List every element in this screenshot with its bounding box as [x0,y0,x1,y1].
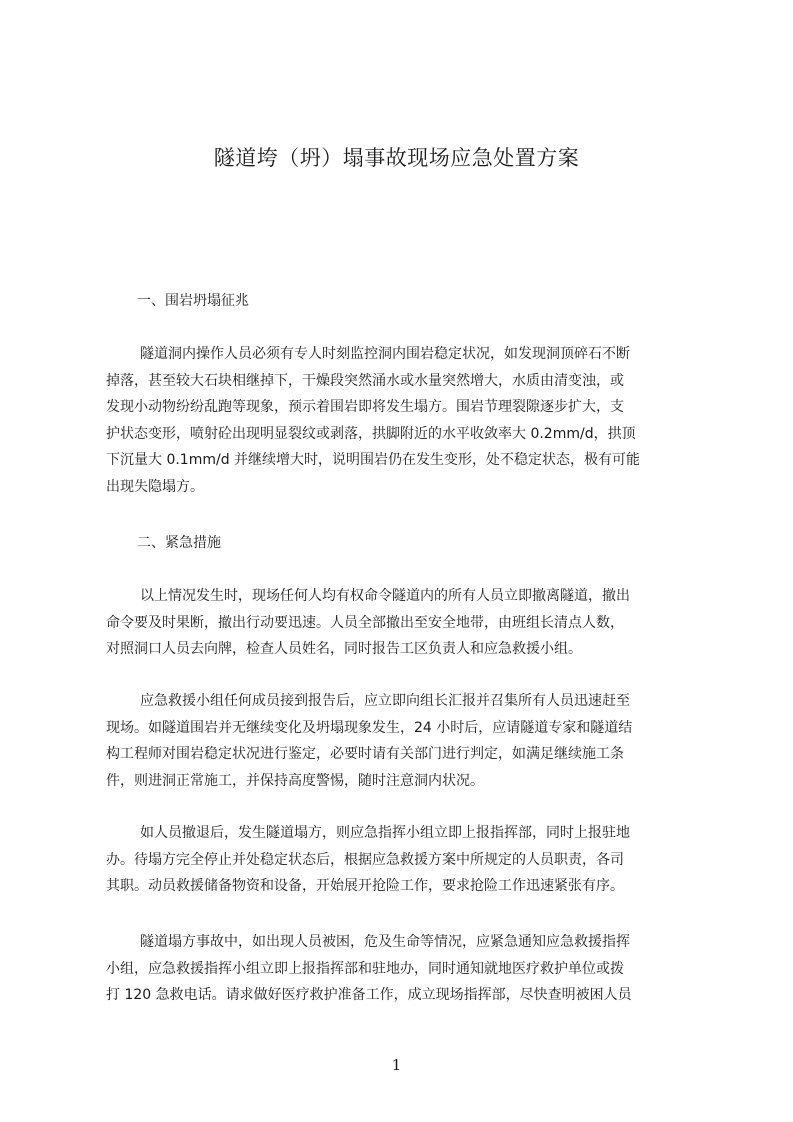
paragraph-line: 应急救援小组任何成员接到报告后，应立即向组长汇报并召集所有人员迅速赶至 [140,693,630,709]
paragraph-line: 构工程师对围岩稳定状况进行鉴定，必要时请有关部门进行判定，如满足继续施工条 [106,746,624,763]
paragraph-line: 对照洞口人员去向牌，检查人员姓名，同时报告工区负责人和应急救援小组。 [106,641,582,658]
paragraph-line: 出现失隐塌方。 [106,478,204,495]
paragraph-line: 发现小动物纷纷乱跑等现象，预示着围岩即将发生塌方。围岩节理裂隙逐步扩大，支 [106,399,624,416]
paragraph-line: 件，则进洞正常施工，并保持高度警惕，随时注意洞内状况。 [106,772,484,789]
section-heading-2: 二、紧急措施 [137,535,221,551]
paragraph-line: 隧道洞内操作人员必须有专人时刻监控洞内围岩稳定状况，如发现洞顶碎石不断 [140,346,630,362]
paragraph-line: 隧道塌方事故中，如出现人员被困，危及生命等情况，应紧急通知应急救援指挥 [140,934,630,950]
section-heading-1: 一、围岩坍塌征兆 [137,293,249,309]
paragraph-line: 办。待塌方完全停止并处稳定状态后，根据应急救援方案中所规定的人员职责，各司 [106,851,624,868]
paragraph-2-1 [106,583,700,663]
paragraph-line: 小组，应急救援指挥小组立即上报指挥部和驻地办，同时通知就地医疗救护单位或拨 [106,960,624,977]
paragraph-line: 其职。动员救援储备物资和设备，开始展开抢险工作，要求抢险工作迅速紧张有序。 [106,878,624,895]
paragraph-line: 下沉量大 0.1mm/d 并继续增大时，说明围岩仍在发生变形，处不稳定状态，极有可能 [106,452,641,469]
paragraph-2-3 [106,820,700,900]
paragraph-line: 命令要及时果断，撤出行动要迅速。人员全部撤出至安全地带，由班组长清点人数， [106,614,624,631]
paragraph-line: 护状态变形，喷射砼出现明显裂纹或剥落，拱脚附近的水平收敛率大 0.2mm/d，拱顶 [106,425,636,442]
paragraph-2-4 [106,929,700,1009]
paragraph-line: 现场。如隧道围岩并无继续变化及坍塌现象发生，24 小时后，应请隧道专家和隧道结 [106,719,633,736]
paragraph-line: 打 120 急救电话。请求做好医疗救护准备工作，成立现场指挥部，尽快查明被困人员 [106,987,632,1004]
paragraph-line: 如人员撤退后，发生隧道塌方，则应急指挥小组立即上报指挥部，同时上报驻地 [140,825,630,841]
paragraph-2-2 [106,688,700,794]
paragraph-line: 掉落，甚至较大石块相继掉下，干燥段突然涌水或水量突然增大，水质由清变浊，或 [106,372,624,389]
document-title: 隧道垮（坍）塌事故现场应急处置方案 [213,146,580,170]
paragraph-line: 以上情况发生时，现场任何人均有权命令隧道内的所有人员立即撤离隧道，撤出 [140,588,630,604]
page-number: 1 [391,1056,402,1074]
paragraph-1-1 [106,341,700,501]
